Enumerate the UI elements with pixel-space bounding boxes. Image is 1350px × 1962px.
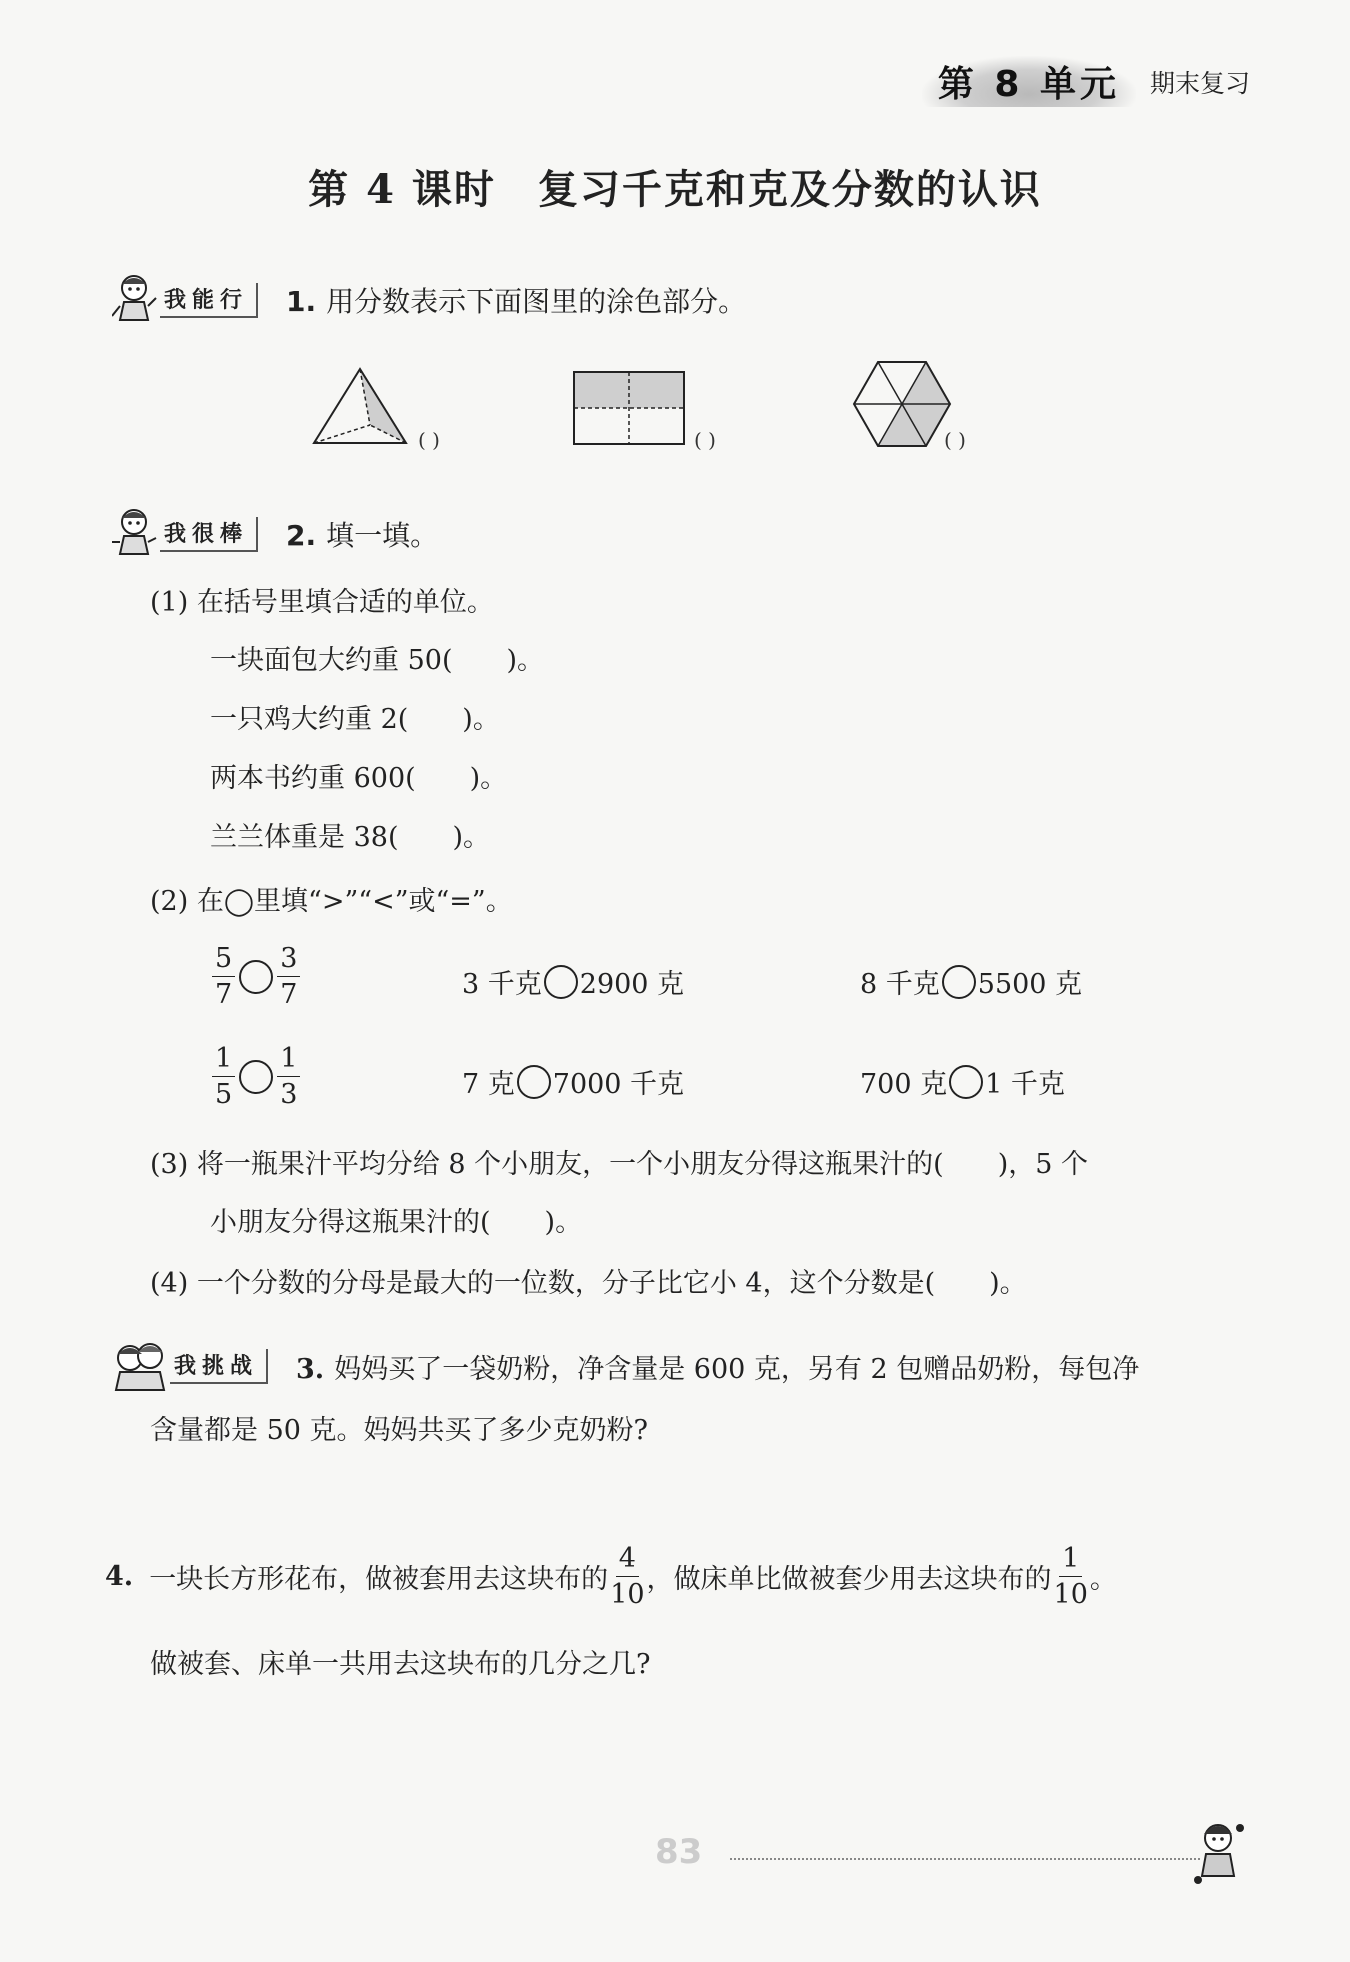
q2-part4: (4) 一个分数的分母是最大的一位数，分子比它小 4，这个分数是( )。 [150, 1268, 1027, 1299]
compare-circle[interactable] [517, 1065, 551, 1099]
q3-line2: 含量都是 50 克。妈妈共买了多少克奶粉? [150, 1415, 648, 1446]
q2-part1-item: 两本书约重 600( )。 [210, 763, 508, 794]
q2-part1-item: 兰兰体重是 38( )。 [210, 822, 491, 853]
q1-blank-1: ( ) [418, 428, 440, 452]
footer-divider [730, 1858, 1200, 1860]
mascot-icon [112, 272, 158, 328]
compare-item [210, 1045, 302, 1108]
compare-circle[interactable] [942, 965, 976, 999]
compare-item [860, 1062, 1065, 1101]
q2-part2-label: (2) 在◯里填“>”“<”或“=”。 [150, 886, 513, 917]
q3-number: 3. [296, 1353, 325, 1385]
q2-part1-item: 一只鸡大约重 2( )。 [210, 704, 500, 735]
fraction: $\frac{5}{7}$ [212, 945, 235, 1008]
q1-header [112, 272, 746, 328]
compare-item [860, 962, 1082, 1001]
compare-item [210, 945, 302, 1008]
compare-item [462, 1062, 684, 1101]
unit-title: 第 8 单元 [922, 56, 1136, 107]
compare-right: 5500 克 [977, 969, 1083, 1000]
fraction: $\frac{1}{10}$ [1053, 1543, 1088, 1610]
compare-right: 1 千克 [985, 1069, 1065, 1100]
q2-part1-item: 一块面包大约重 50( )。 [210, 645, 545, 676]
q2-text: 填一填。 [326, 519, 439, 552]
q3-header [112, 1338, 1139, 1394]
compare-right: 7000 千克 [552, 1069, 685, 1100]
q1-question [286, 280, 746, 320]
q1-text: 用分数表示下面图里的涂色部分。 [326, 285, 747, 318]
q4-line1 [105, 1545, 1117, 1608]
compare-circle[interactable] [239, 960, 273, 994]
q1-blank-3: ( ) [944, 428, 966, 452]
unit-header [922, 56, 1250, 107]
compare-circle[interactable] [239, 1060, 273, 1094]
q1-blank-2: ( ) [694, 428, 716, 452]
q3-question [296, 1347, 1139, 1386]
fraction: $\frac{1}{5}$ [212, 1045, 235, 1108]
q2-badge: 我很棒 [160, 517, 258, 552]
q4-line2: 做被套、床单一共用去这块布的几分之几? [150, 1649, 651, 1680]
footer-mascot-icon [1190, 1818, 1250, 1888]
q4-text-part3: 。 [1089, 1564, 1117, 1595]
q4-text-part2: ，做床单比做被套少用去这块布的 [646, 1564, 1052, 1595]
q4-number: 4. [105, 1561, 134, 1592]
compare-left: 7 克 [462, 1069, 515, 1100]
compare-item [462, 962, 684, 1001]
fraction: $\frac{3}{7}$ [277, 945, 300, 1008]
q2-part3-line2: 小朋友分得这瓶果汁的( )。 [210, 1207, 583, 1238]
mascot-icon [112, 506, 158, 562]
compare-circle[interactable] [544, 965, 578, 999]
compare-circle[interactable] [949, 1065, 983, 1099]
shaded-rectangle-figure [572, 370, 686, 446]
q4-text-part1: 一块长方形花布，做被套用去这块布的 [149, 1564, 609, 1595]
q1-number: 1. [286, 285, 317, 318]
fraction: $\frac{1}{3}$ [277, 1045, 300, 1108]
compare-left: 700 克 [860, 1069, 948, 1100]
mascot-pair-icon [112, 1338, 168, 1394]
q2-header [112, 506, 438, 562]
q3-line1: 妈妈买了一袋奶粉，净含量是 600 克，另有 2 包赠品奶粉，每包净 [334, 1353, 1140, 1385]
unit-section: 期末复习 [1149, 68, 1250, 98]
q2-part1-label: (1) 在括号里填合适的单位。 [150, 587, 494, 618]
q2-number: 2. [286, 519, 317, 552]
fraction: $\frac{4}{10}$ [610, 1543, 645, 1610]
q1-badge: 我能行 [160, 283, 258, 318]
shaded-triangle-figure [310, 365, 410, 447]
shaded-hexagon-figure [852, 360, 952, 448]
q2-question [286, 514, 438, 554]
compare-left: 3 千克 [462, 969, 542, 1000]
lesson-title: 第 4 课时 复习千克和克及分数的认识 [308, 166, 1042, 213]
compare-left: 8 千克 [860, 969, 940, 1000]
q2-part3-line1: (3) 将一瓶果汁平均分给 8 个小朋友，一个小朋友分得这瓶果汁的( )，5 个 [150, 1149, 1088, 1180]
compare-right: 2900 克 [579, 969, 685, 1000]
page-number: 83 [655, 1832, 703, 1872]
q3-badge: 我挑战 [170, 1349, 268, 1384]
